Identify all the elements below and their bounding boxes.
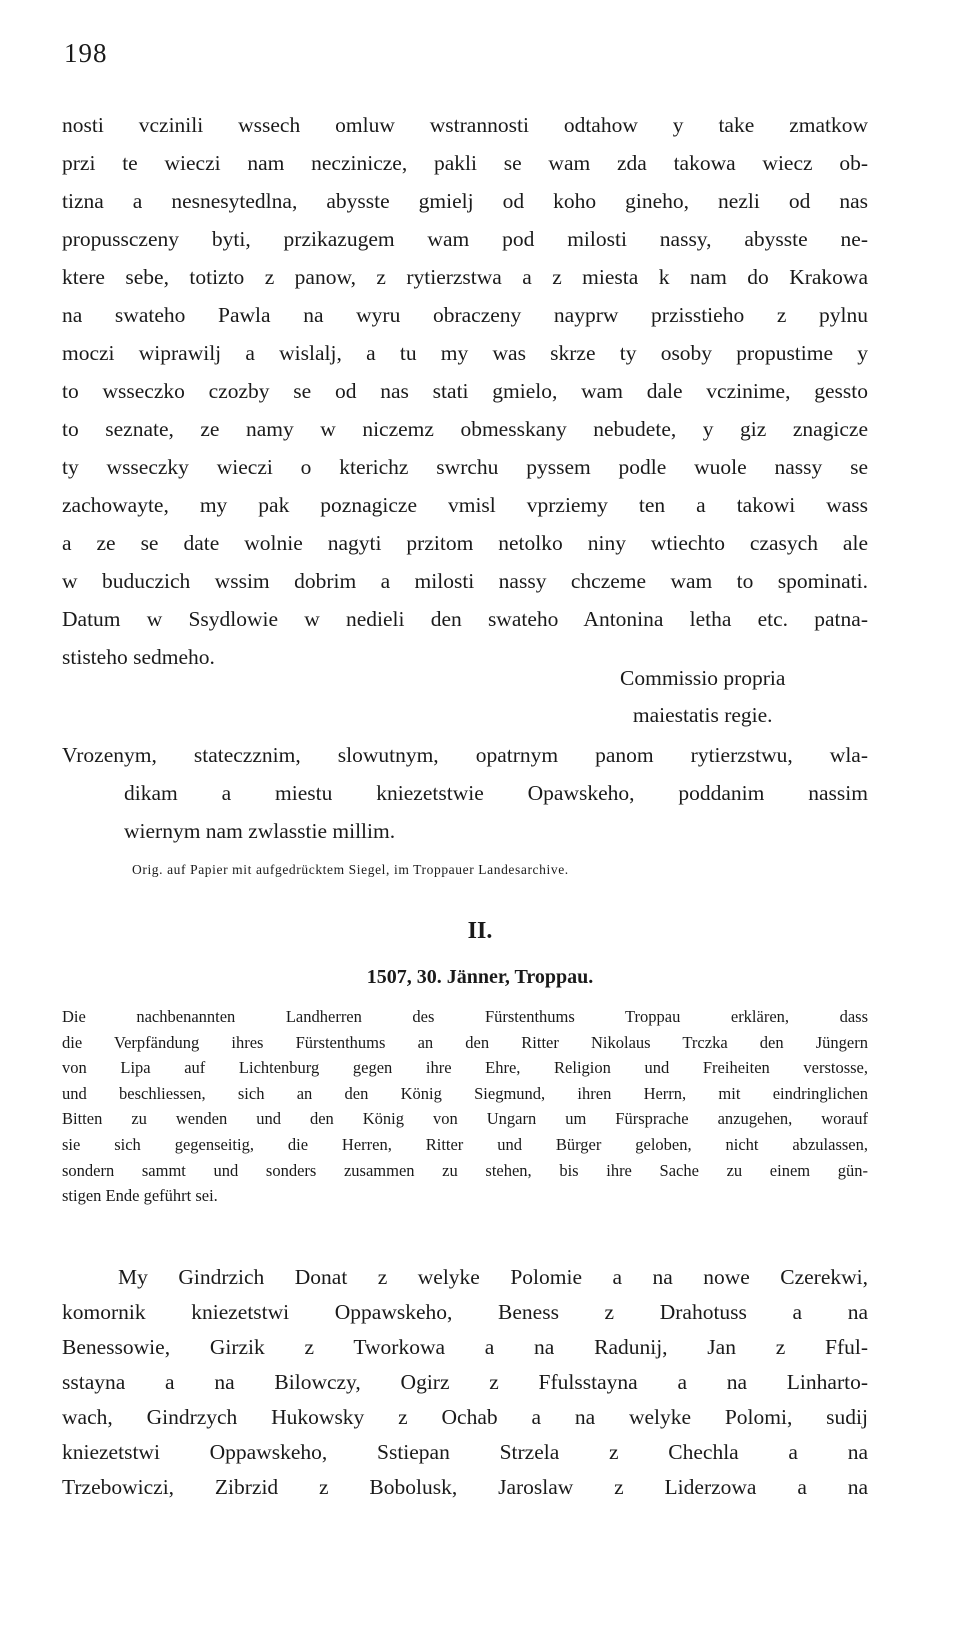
text-line: ty wsseczky wieczi o kterichz swrchu pyssem podle wuole nassy se (62, 455, 868, 479)
letter-body (62, 106, 868, 676)
charter-line: komornik kniezetstwi Oppawskeho, Beness z Drahotuss a na (62, 1300, 868, 1324)
address-line: dikam a miestu kniezetstwie Opawskeho, poddanim nassim (124, 781, 868, 805)
text-line: ktere sebe, totizto z panow, z rytierzstwa a z miesta k nam do Krakowa (62, 265, 868, 289)
source-note: Orig. auf Papier mit aufgedrücktem Siegel, im Troppauer Landesarchive. (132, 862, 569, 877)
text-line: stisteho sedmeho. (62, 645, 215, 669)
text-line: moczi wiprawilj a wislalj, a tu my was skrze ty osoby propustime y (62, 341, 868, 365)
text-line: nosti vczinili wssech omluw wstrannosti odtahow y take zmatkow (62, 113, 868, 137)
text-line: to seznate, ze namy w niczemz obmesskany nebudete, y giz znagicze (62, 417, 868, 441)
document-number: II. (467, 918, 493, 944)
charter-line: My Gindrzich Donat z welyke Polomie a na nowe Czerekwi, (118, 1265, 868, 1289)
charter-line: Benessowie, Girzik z Tworkowa a na Radunij, Jan z Fful- (62, 1335, 868, 1359)
signature-block (620, 660, 785, 734)
signature-line: maiestatis regie. (632, 703, 773, 727)
summary-line: und beschliessen, sich an den König Siegmund, ihren Herrn, mit eindringlichen (62, 1083, 868, 1103)
summary-line: Bitten zu wenden und den König von Ungarn um Fürsprache anzugehen, worauf (62, 1109, 868, 1129)
text-line: w buduczich wssim dobrim a milosti nassy chczeme wam to spominati. (62, 569, 868, 593)
document-summary (62, 1004, 868, 1209)
charter-line: kniezetstwi Oppawskeho, Sstiepan Strzela z Chechla a na (62, 1440, 868, 1464)
text-line: zachowayte, my pak poznagicze vmisl vprziemy ten a takowi wass (62, 493, 868, 517)
charter-line: wach, Gindrzych Hukowsky z Ochab a na welyke Polomi, sudij (62, 1405, 868, 1429)
text-line: to wsseczko czozby se od nas stati gmielo, wam dale vczinime, gessto (62, 379, 868, 403)
text-line: propussczeny byti, przikazugem wam pod milosti nassy, abysste ne- (62, 227, 868, 251)
text-line: a ze se date wolnie nagyti przitom netolko niny wtiechto czasych ale (62, 531, 868, 555)
summary-line: Die nachbenannten Landherren des Fürstenthums Troppau erklären, dass (62, 1007, 868, 1026)
charter-line: sstayna a na Bilowczy, Ogirz z Ffulsstayna a na Linharto- (62, 1370, 868, 1394)
summary-line: die Verpfändung ihres Fürstenthums an den Ritter Nikolaus Trczka den Jüngern (62, 1032, 868, 1052)
summary-line: sie sich gegenseitig, die Herren, Ritter und Bürger geloben, nicht abzulassen, (62, 1134, 868, 1154)
text-line: tizna a nesnesytedlna, abysste gmielj od koho gineho, nezli od nas (62, 189, 868, 213)
signature-line: Commissio propria (620, 666, 786, 690)
address-line: wiernym nam zwlasstie millim. (124, 819, 396, 843)
charter-text (62, 1260, 868, 1505)
document-date-heading: 1507, 30. Jänner, Troppau. (366, 966, 594, 988)
text-line: na swateho Pawla na wyru obraczeny nayprw przisstieho z pylnu (62, 303, 868, 327)
text-line: przi te wieczi nam neczinicze, pakli se wam zda takowa wiecz ob- (62, 151, 868, 175)
summary-line: sondern sammt und sonders zusammen zu stehen, bis ihre Sache zu einem gün- (62, 1160, 868, 1180)
page-number: 198 (64, 38, 108, 68)
summary-line: stigen Ende geführt sei. (62, 1186, 218, 1206)
charter-line: Trzebowiczi, Zibrzid z Bobolusk, Jaroslaw z Liderzowa a na (62, 1475, 868, 1499)
address-block (62, 736, 868, 850)
summary-line: von Lipa auf Lichtenburg gegen ihre Ehre, Religion und Freiheiten verstosse, (62, 1058, 868, 1078)
text-line: Datum w Ssydlowie w nedieli den swateho Antonina letha etc. patna- (62, 607, 868, 631)
address-line: Vrozenym, stateczznim, slowutnym, opatrnym panom rytierzstwu, wla- (62, 743, 868, 767)
